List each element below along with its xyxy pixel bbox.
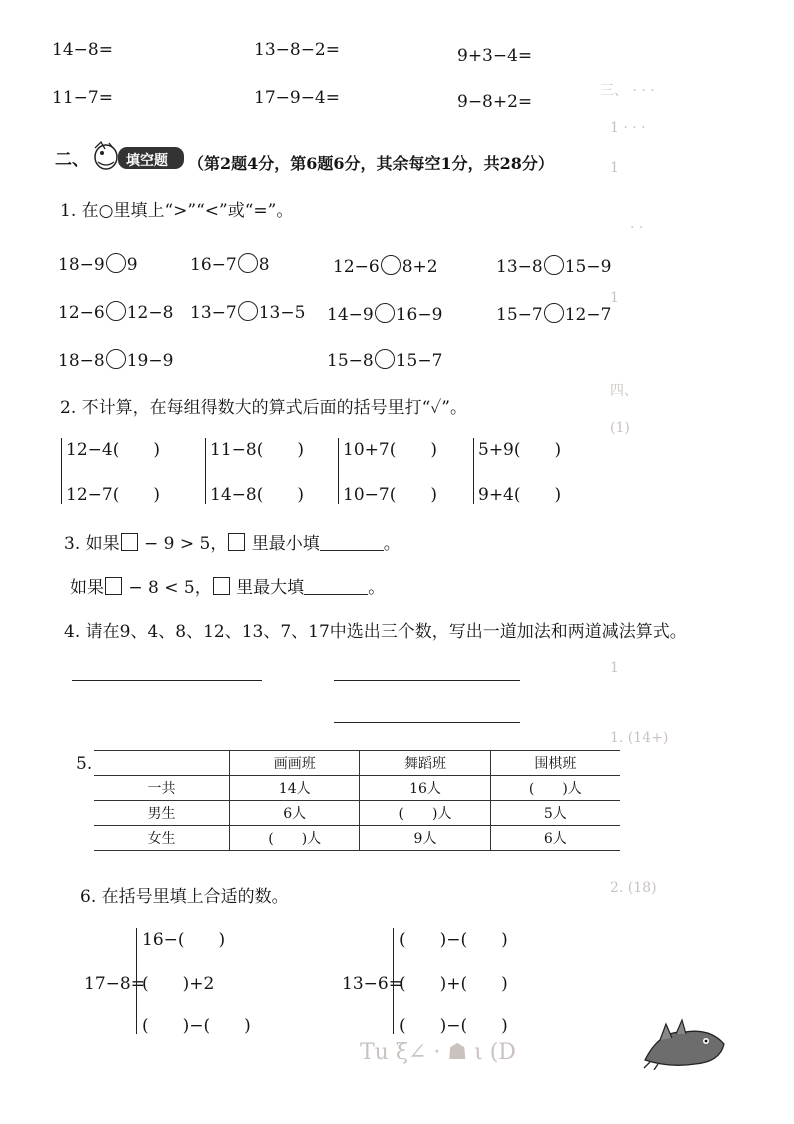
answer-circle[interactable] — [238, 253, 258, 273]
brace-bar — [473, 438, 474, 504]
badge-text: 填空题 — [126, 153, 168, 169]
answer-circle[interactable] — [238, 301, 258, 321]
answer-line[interactable] — [334, 722, 520, 723]
table-cell: 6人 — [230, 801, 360, 826]
answer-circle[interactable] — [544, 255, 564, 275]
brace-bar — [338, 438, 339, 504]
table-cell-blank[interactable]: ( )人 — [490, 776, 620, 801]
q5-number: 5. — [76, 754, 93, 774]
answer-blank[interactable] — [320, 536, 384, 551]
compare-item: 13−7 13−5 — [190, 303, 306, 323]
q2-expression[interactable]: 10−7( ) — [343, 485, 437, 505]
compare-item: 12−6 8+2 — [333, 257, 438, 277]
table-header-row — [94, 751, 620, 776]
q2-expression[interactable]: 12−7( ) — [66, 485, 160, 505]
table-cell — [94, 751, 230, 776]
section-number: 二、 — [55, 150, 89, 170]
answer-circle[interactable] — [381, 255, 401, 275]
q2-expression[interactable]: 10+7( ) — [343, 440, 437, 460]
compare-item: 18−9 9 — [58, 255, 138, 275]
q2-expression[interactable]: 11−8( ) — [210, 440, 304, 460]
mascot-illustration — [640, 1010, 730, 1070]
answer-box[interactable] — [213, 577, 230, 595]
bleed-through-background: 三、 · · · 1 · · · 1 · · 1 四、 (1) 1 1. (14+) 2. (18) — [600, 83, 669, 896]
top-exercise: 13−8−2= — [254, 40, 340, 60]
q6-blank-expression[interactable]: ( )−( ) — [399, 930, 508, 950]
q2-expression[interactable]: 12−4( ) — [66, 440, 160, 460]
table-cell-blank[interactable]: ( )人 — [360, 801, 490, 826]
q4-prompt: 4. 请在9、4、8、12、13、7、17中选出三个数，写出一道加法和两道减法算式。 — [64, 622, 687, 642]
table-cell: 6人 — [490, 826, 620, 851]
top-exercise: 9+3−4= — [457, 46, 533, 66]
answer-line[interactable] — [334, 680, 520, 681]
q6-blank-expression[interactable]: ( )+2 — [142, 974, 215, 994]
compare-item: 18−8 19−9 — [58, 351, 174, 371]
q6-blank-expression[interactable]: ( )+( ) — [399, 974, 508, 994]
compare-item: 15−7 12−7 — [496, 305, 612, 325]
answer-circle[interactable] — [375, 303, 395, 323]
table-cell: 14人 — [230, 776, 360, 801]
answer-circle[interactable] — [106, 349, 126, 369]
table-header: 舞蹈班 — [360, 751, 490, 776]
table-cell: 16人 — [360, 776, 490, 801]
brace-bar — [61, 438, 62, 504]
q6-blank-expression[interactable]: ( )−( ) — [142, 1016, 251, 1036]
class-table — [94, 750, 620, 851]
q2-expression[interactable]: 9+4( ) — [478, 485, 562, 505]
table-cell: 9人 — [360, 826, 490, 851]
answer-box[interactable] — [121, 533, 138, 551]
table-row — [94, 776, 620, 801]
top-exercise: 11−7= — [52, 88, 113, 108]
table-header: 围棋班 — [490, 751, 620, 776]
compare-item: 16−7 8 — [190, 255, 270, 275]
answer-circle[interactable] — [106, 301, 126, 321]
top-exercise: 17−9−4= — [254, 88, 340, 108]
answer-box[interactable] — [228, 533, 245, 551]
q6-left-label: 17−8= — [84, 974, 145, 994]
brace-bar — [205, 438, 206, 504]
q2-expression[interactable]: 14−8( ) — [210, 485, 304, 505]
q6-right-label: 13−6= — [342, 974, 403, 994]
q6-blank-expression[interactable]: ( )−( ) — [399, 1016, 508, 1036]
compare-item: 13−8 15−9 — [496, 257, 612, 277]
compare-item: 15−8 15−7 — [327, 351, 443, 371]
compare-item: 12−6 12−8 — [58, 303, 174, 323]
answer-circle[interactable] — [544, 303, 564, 323]
compare-item: 14−9 16−9 — [327, 305, 443, 325]
table-cell-blank[interactable]: ( )人 — [230, 826, 360, 851]
q6-prompt: 6. 在括号里填上合适的数。 — [80, 887, 289, 907]
q3-line1: 3. 如果 − 9 > 5， 里最小填 。 — [64, 534, 401, 554]
q6-blank-expression[interactable]: 16−( ) — [142, 930, 226, 950]
brace-bar — [136, 928, 137, 1034]
q2-expression[interactable]: 5+9( ) — [478, 440, 562, 460]
answer-blank[interactable] — [304, 580, 368, 595]
fill-blank-badge — [92, 140, 188, 174]
answer-circle[interactable] — [375, 349, 395, 369]
q1-prompt: 1. 在○里填上“>”“<”或“=”。 — [60, 201, 294, 221]
dragon-icon — [640, 1010, 730, 1070]
q2-prompt: 2. 不计算，在每组得数大的算式后面的括号里打“✓”。 — [60, 398, 467, 418]
top-exercise: 9−8+2= — [457, 92, 533, 112]
answer-box[interactable] — [105, 577, 122, 595]
bleed-through-bottom: Tu ξ∠ · ☗ ι (D — [360, 1040, 516, 1065]
answer-line[interactable] — [72, 680, 262, 681]
table-cell: 5人 — [490, 801, 620, 826]
top-exercise: 14−8= — [52, 40, 113, 60]
q3-line2: 如果 − 8 < 5， 里最大填 。 — [70, 578, 386, 598]
table-header: 画画班 — [230, 751, 360, 776]
table-row — [94, 801, 620, 826]
answer-circle[interactable] — [106, 253, 126, 273]
row-label: 男生 — [94, 801, 230, 826]
row-label: 女生 — [94, 826, 230, 851]
brace-bar — [393, 928, 394, 1034]
section-scoring: （第2题4分，第6题6分，其余每空1分，共28分） — [188, 154, 554, 173]
row-label: 一共 — [94, 776, 230, 801]
table-row — [94, 826, 620, 851]
